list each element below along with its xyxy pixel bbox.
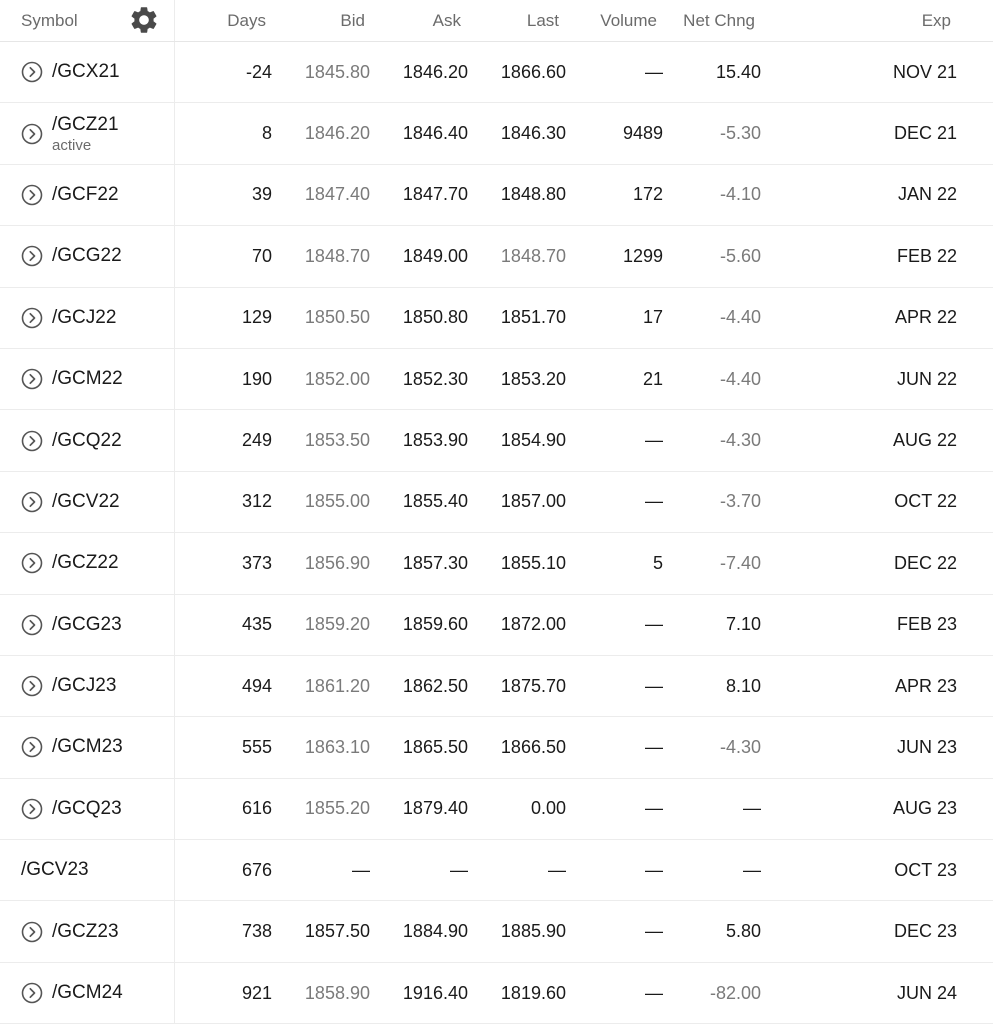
exp-cell: DEC 23	[893, 921, 957, 942]
symbol-cell[interactable]	[0, 656, 175, 716]
volume-cell: —	[645, 61, 663, 82]
ask-cell: 1846.20	[402, 61, 468, 82]
days-cell: 190	[241, 368, 272, 389]
exp-cell: AUG 22	[892, 430, 957, 451]
chevron-right-circle-icon[interactable]	[21, 61, 43, 83]
symbol-cell[interactable]	[0, 779, 175, 839]
ask-cell: 1862.50	[402, 675, 468, 696]
table-row[interactable]	[0, 288, 993, 349]
symbol-cell[interactable]	[0, 165, 175, 225]
symbol-name: /GCJ23	[52, 675, 117, 697]
chevron-right-circle-icon[interactable]	[21, 736, 43, 758]
last-cell: —	[548, 859, 566, 880]
chevron-right-circle-icon[interactable]	[21, 123, 43, 145]
last-cell: 1872.00	[500, 614, 566, 635]
symbol-text	[52, 675, 116, 697]
volume-cell: 172	[632, 184, 663, 205]
symbol-wrapper	[21, 472, 120, 532]
chevron-right-circle-icon[interactable]	[21, 982, 43, 1004]
days-cell: 70	[251, 245, 272, 266]
chevron-right-circle-icon[interactable]	[21, 368, 43, 390]
table-body	[0, 42, 993, 1024]
symbol-name: /GCZ23	[52, 920, 119, 942]
bid-cell: 1846.20	[304, 123, 370, 144]
table-row[interactable]	[0, 717, 993, 778]
symbol-text	[52, 982, 123, 1004]
ask-cell: 1857.30	[402, 552, 468, 573]
days-cell: 555	[241, 736, 272, 757]
symbol-cell[interactable]	[0, 595, 175, 655]
exp-cell: JUN 23	[896, 736, 957, 757]
exp-cell: JUN 24	[896, 982, 957, 1003]
days-cell: 616	[241, 798, 272, 819]
last-cell: 1819.60	[500, 982, 566, 1003]
table-row[interactable]	[0, 42, 993, 103]
net-change-cell: 5.80	[725, 921, 761, 942]
bid-cell: 1859.20	[304, 614, 370, 635]
days-cell: 8	[261, 123, 272, 144]
volume-cell: 1299	[622, 245, 663, 266]
volume-cell: —	[645, 921, 663, 942]
exp-cell: APR 22	[894, 307, 957, 328]
days-cell: 494	[241, 675, 272, 696]
volume-cell: —	[645, 614, 663, 635]
table-row[interactable]	[0, 595, 993, 656]
symbol-cell[interactable]	[0, 840, 175, 900]
symbol-status-label: active	[52, 136, 92, 154]
symbol-name: /GCQ22	[52, 429, 122, 451]
exp-cell: DEC 21	[893, 123, 957, 144]
exp-cell: FEB 23	[896, 614, 957, 635]
last-cell: 1848.70	[500, 245, 566, 266]
net-change-cell: -4.40	[719, 368, 761, 389]
symbol-text	[52, 736, 123, 758]
volume-cell: —	[645, 491, 663, 512]
net-change-cell: -5.60	[719, 245, 761, 266]
symbol-cell[interactable]	[0, 533, 175, 593]
bid-cell: 1855.20	[304, 798, 370, 819]
bid-cell: 1850.50	[304, 307, 370, 328]
symbol-name: /GCZ21	[52, 113, 119, 135]
symbol-name: /GCM22	[52, 368, 123, 390]
last-cell: 1854.90	[500, 430, 566, 451]
last-cell: 1857.00	[500, 491, 566, 512]
bid-cell: 1861.20	[304, 675, 370, 696]
ask-column-header[interactable]: Ask	[432, 10, 461, 30]
table-header	[0, 0, 993, 42]
chevron-right-circle-icon[interactable]	[21, 245, 43, 267]
symbol-name: /GCZ22	[52, 552, 119, 574]
symbol-cell[interactable]	[0, 472, 175, 532]
symbol-text	[52, 798, 122, 820]
net-change-cell: -3.70	[719, 491, 761, 512]
volume-cell: 5	[652, 552, 663, 573]
symbol-name: /GCJ22	[52, 306, 117, 328]
chevron-right-circle-icon[interactable]	[21, 798, 43, 820]
last-cell: 1866.60	[500, 61, 566, 82]
symbol-wrapper	[21, 42, 120, 102]
net-change-cell: —	[743, 859, 761, 880]
exp-cell: OCT 23	[894, 859, 957, 880]
last-cell: 1885.90	[500, 921, 566, 942]
days-cell: -24	[245, 61, 272, 82]
table-row[interactable]	[0, 779, 993, 840]
symbol-text	[52, 368, 123, 390]
symbol-text	[52, 491, 120, 513]
net-change-cell: -5.30	[719, 123, 761, 144]
bid-cell: 1852.00	[304, 368, 370, 389]
symbol-wrapper	[21, 779, 122, 839]
ask-cell: 1852.30	[402, 368, 468, 389]
ask-cell: 1859.60	[402, 614, 468, 635]
net-change-cell: -4.10	[719, 184, 761, 205]
net-change-cell: —	[743, 798, 761, 819]
chevron-right-circle-icon[interactable]	[21, 614, 43, 636]
chevron-right-circle-icon[interactable]	[21, 184, 43, 206]
days-cell: 738	[241, 921, 272, 942]
symbol-name: /GCX21	[52, 61, 120, 83]
symbol-text	[52, 921, 119, 943]
symbol-wrapper	[21, 103, 119, 163]
bid-cell: 1855.00	[304, 491, 370, 512]
days-cell: 435	[241, 614, 272, 635]
net-change-cell: -7.40	[719, 552, 761, 573]
days-cell: 676	[241, 859, 272, 880]
symbol-wrapper	[21, 717, 123, 777]
table-row[interactable]	[0, 349, 993, 410]
last-cell: 1848.80	[500, 184, 566, 205]
net-change-cell: 15.40	[715, 61, 761, 82]
bid-cell: 1847.40	[304, 184, 370, 205]
chevron-right-circle-icon[interactable]	[21, 430, 43, 452]
volume-cell: —	[645, 798, 663, 819]
symbol-cell[interactable]	[0, 103, 175, 163]
symbol-column-header[interactable]: Symbol	[21, 10, 78, 30]
table-row[interactable]	[0, 901, 993, 962]
last-cell: 1855.10	[500, 552, 566, 573]
ask-cell: 1916.40	[402, 982, 468, 1003]
volume-cell: —	[645, 982, 663, 1003]
days-cell: 312	[241, 491, 272, 512]
exp-cell: NOV 21	[892, 61, 957, 82]
net-change-cell: -4.30	[719, 736, 761, 757]
bid-cell: 1853.50	[304, 430, 370, 451]
symbol-text	[52, 614, 122, 636]
symbol-text	[52, 552, 119, 574]
symbol-name: /GCF22	[52, 183, 119, 205]
symbol-wrapper	[21, 533, 119, 593]
symbol-wrapper	[21, 595, 122, 655]
bid-cell: 1857.50	[304, 921, 370, 942]
symbol-wrapper	[21, 901, 119, 961]
symbol-wrapper	[21, 410, 122, 470]
days-cell: 129	[241, 307, 272, 328]
last-cell: 1846.30	[500, 123, 566, 144]
table-row[interactable]	[0, 165, 993, 226]
bid-cell: 1848.70	[304, 245, 370, 266]
symbol-cell[interactable]	[0, 410, 175, 470]
net-change-column-header[interactable]: Net Chng	[683, 10, 755, 30]
net-change-cell: 8.10	[725, 675, 761, 696]
table-row[interactable]	[0, 472, 993, 533]
symbol-text	[52, 430, 122, 452]
table-row[interactable]	[0, 840, 993, 901]
bid-cell: 1845.80	[304, 61, 370, 82]
volume-column-header[interactable]: Volume	[600, 10, 657, 30]
symbol-name: /GCM23	[52, 736, 123, 758]
chevron-right-circle-icon[interactable]	[21, 921, 43, 943]
symbol-cell[interactable]	[0, 963, 175, 1023]
chevron-right-circle-icon[interactable]	[21, 491, 43, 513]
ask-cell: 1853.90	[402, 430, 468, 451]
symbol-text	[52, 307, 116, 329]
symbol-cell[interactable]	[0, 717, 175, 777]
last-cell: 1853.20	[500, 368, 566, 389]
days-cell: 39	[251, 184, 272, 205]
ask-cell: 1847.70	[402, 184, 468, 205]
bid-cell: —	[352, 859, 370, 880]
symbol-cell[interactable]	[0, 901, 175, 961]
volume-cell: 17	[642, 307, 663, 328]
ask-cell: —	[450, 859, 468, 880]
ask-cell: 1855.40	[402, 491, 468, 512]
chevron-right-circle-icon[interactable]	[21, 307, 43, 329]
ask-cell: 1849.00	[402, 245, 468, 266]
days-cell: 249	[241, 430, 272, 451]
last-cell: 1851.70	[500, 307, 566, 328]
symbol-name: /GCQ23	[52, 797, 122, 819]
table-row[interactable]	[0, 103, 993, 164]
exp-cell: FEB 22	[896, 245, 957, 266]
symbol-name: /GCV22	[52, 490, 120, 512]
symbol-wrapper	[21, 349, 123, 409]
table-row[interactable]	[0, 963, 993, 1024]
last-cell: 0.00	[530, 798, 566, 819]
ask-cell: 1879.40	[402, 798, 468, 819]
exp-cell: AUG 23	[892, 798, 957, 819]
table-row[interactable]	[0, 410, 993, 471]
symbol-wrapper	[21, 165, 119, 225]
symbol-wrapper	[21, 656, 116, 716]
symbol-cell[interactable]	[0, 42, 175, 102]
net-change-cell: -82.00	[709, 982, 761, 1003]
volume-cell: 9489	[622, 123, 663, 144]
exp-cell: OCT 22	[894, 491, 957, 512]
volume-cell: —	[645, 859, 663, 880]
table-row[interactable]	[0, 656, 993, 717]
last-column-header[interactable]: Last	[526, 10, 559, 30]
symbol-name: /GCM24	[52, 982, 123, 1004]
symbol-header-cell	[0, 0, 175, 41]
symbol-text	[52, 61, 120, 83]
chevron-right-circle-icon[interactable]	[21, 552, 43, 574]
symbol-text	[52, 184, 119, 206]
gear-icon[interactable]	[128, 4, 160, 36]
exp-cell: JAN 22	[897, 184, 957, 205]
symbol-text	[52, 245, 122, 267]
symbol-cell[interactable]	[0, 349, 175, 409]
symbol-wrapper	[21, 288, 116, 348]
symbol-name: /GCG22	[52, 245, 122, 267]
volume-cell: 21	[642, 368, 663, 389]
last-cell: 1875.70	[500, 675, 566, 696]
volume-cell: —	[645, 675, 663, 696]
symbol-cell[interactable]	[0, 226, 175, 286]
exp-cell: JUN 22	[896, 368, 957, 389]
net-change-cell: 7.10	[725, 614, 761, 635]
symbol-text	[52, 114, 119, 154]
symbol-wrapper	[21, 840, 89, 900]
exp-column-header[interactable]: Exp	[921, 10, 951, 30]
ask-cell: 1850.80	[402, 307, 468, 328]
ask-cell: 1865.50	[402, 736, 468, 757]
days-cell: 373	[241, 552, 272, 573]
symbol-text	[21, 859, 89, 881]
bid-cell: 1858.90	[304, 982, 370, 1003]
symbol-wrapper	[21, 963, 123, 1023]
days-cell: 921	[241, 982, 272, 1003]
symbol-name: /GCG23	[52, 613, 122, 635]
last-cell: 1866.50	[500, 736, 566, 757]
symbol-name: /GCV23	[21, 859, 89, 881]
bid-cell: 1863.10	[304, 736, 370, 757]
exp-cell: APR 23	[894, 675, 957, 696]
ask-cell: 1846.40	[402, 123, 468, 144]
net-change-cell: -4.40	[719, 307, 761, 328]
chevron-right-circle-icon[interactable]	[21, 675, 43, 697]
days-column-header[interactable]: Days	[227, 10, 266, 30]
ask-cell: 1884.90	[402, 921, 468, 942]
exp-cell: DEC 22	[893, 552, 957, 573]
volume-cell: —	[645, 430, 663, 451]
bid-column-header[interactable]: Bid	[340, 10, 365, 30]
table-row[interactable]	[0, 226, 993, 287]
net-change-cell: -4.30	[719, 430, 761, 451]
symbol-cell[interactable]	[0, 288, 175, 348]
bid-cell: 1856.90	[304, 552, 370, 573]
symbol-wrapper	[21, 226, 122, 286]
volume-cell: —	[645, 736, 663, 757]
table-row[interactable]	[0, 533, 993, 594]
